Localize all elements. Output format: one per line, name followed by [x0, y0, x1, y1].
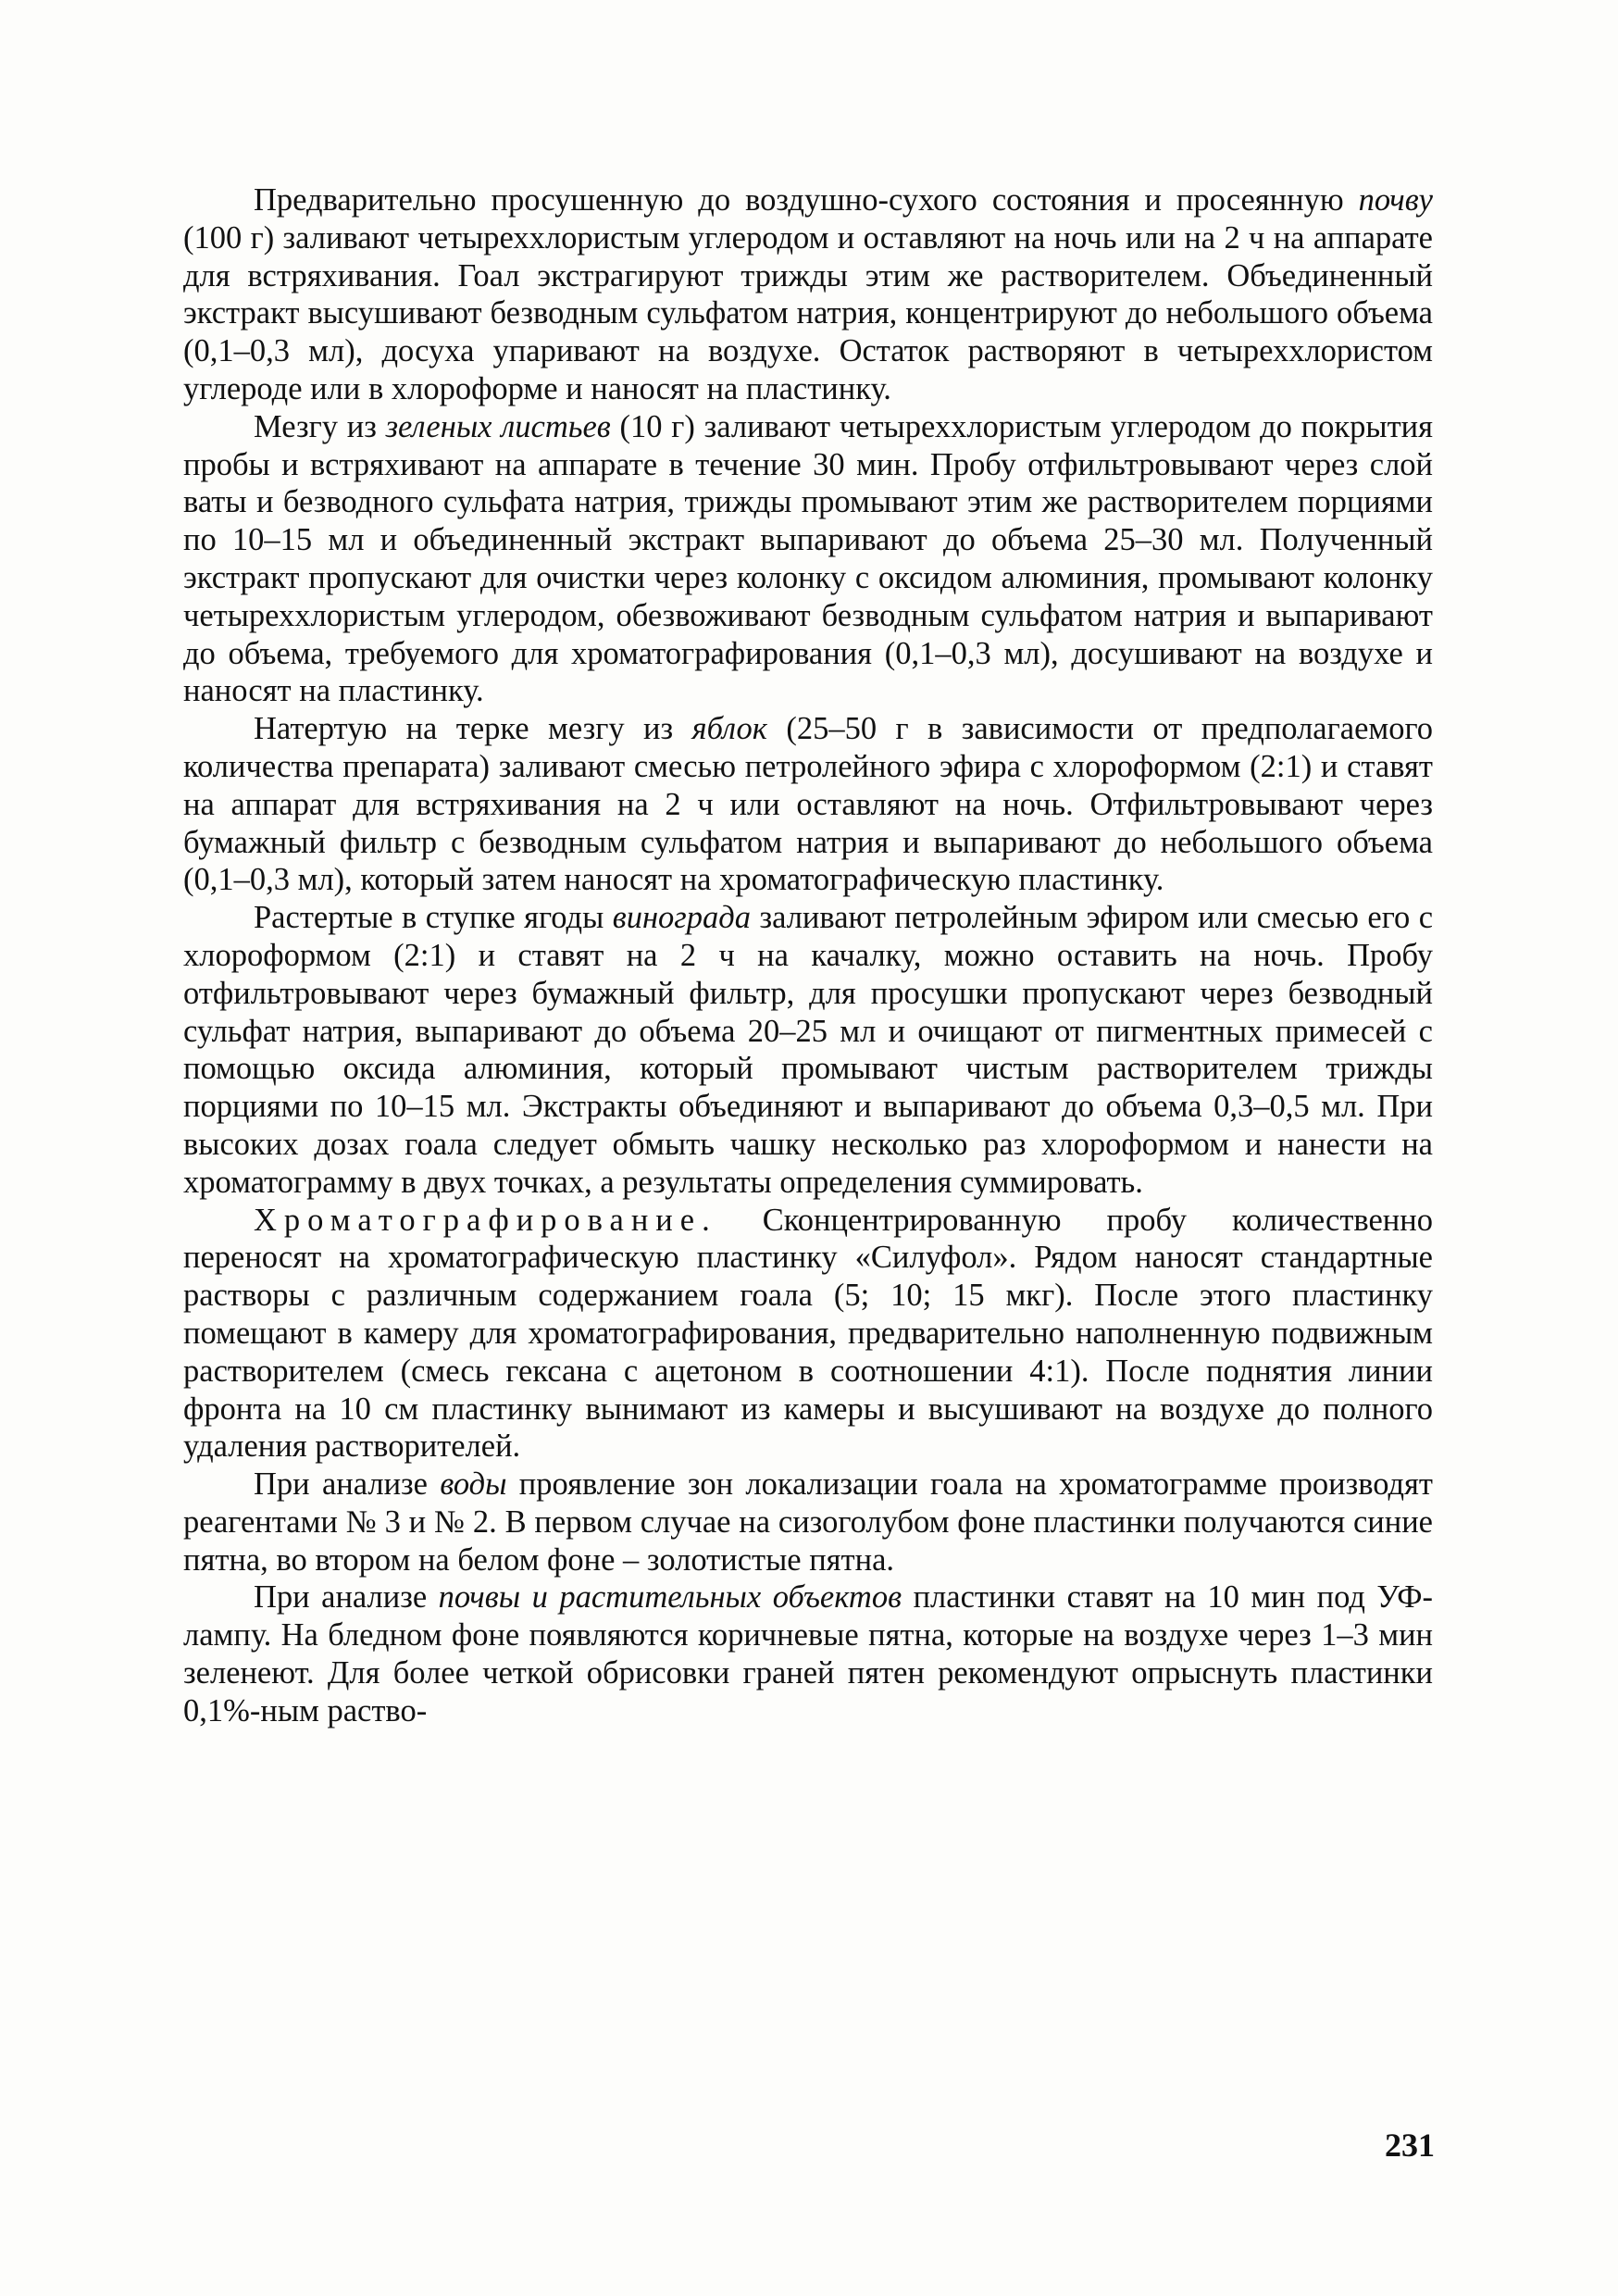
- section-heading-inline: Хроматографирование.: [254, 1202, 717, 1238]
- paragraph-green-leaves: [183, 408, 1433, 710]
- text-run: (25–50 г в зависимости от предполагаемого количества препарата) заливают смесью петролейного эфира с хлороформом (2:1) и ставят на аппарат для встряхивания на 2 ч или оставляют на ночь. Отфильтровывают через бумажный фильтр с безводным сульфатом натрия и выпаривают до небольшого объема (0,1–0,3 мл), который затем наносят на хроматографическую пластинку.: [183, 711, 1434, 898]
- text-run: пластинки ставят на 10 мин под УФ-лампу. На бледном фоне появляются коричневые пятна, которые на воздухе через 1–3 мин зеленеют. Для более четкой обрисовки граней пятен рекомендуют опрыснуть пластинки 0,1%-ным раство-: [183, 1579, 1434, 1728]
- page-number: 231: [1385, 2127, 1435, 2164]
- text-run: Сконцентрированную пробу количественно переносят на хроматографическую пластинку «Силуфол». Рядом наносят стандартные растворы с различным содержанием гоала (5; 10; 15 мкг). После этого пластинку помещают в камеру для хроматографирования, предварительно наполненную подвижным растворителем (смесь гексана с ацетоном в соотношении 4:1). После поднятия линии фронта на 10 см пластинку вынимают из камеры и высушивают на воздухе до полного удаления растворителей.: [183, 1202, 1433, 1465]
- body-text: [183, 181, 1433, 1730]
- italic-term: почву: [1358, 182, 1433, 218]
- italic-term: винограда: [612, 900, 751, 936]
- text-run: При анализе: [254, 1466, 441, 1503]
- text-run: Растертые в ступке ягоды: [254, 900, 613, 936]
- text-run: Натертую на терке мезгу из: [254, 711, 692, 747]
- italic-term: воды: [440, 1466, 507, 1503]
- paragraph-water: [183, 1466, 1433, 1578]
- italic-term: яблок: [691, 711, 767, 747]
- text-run: (100 г) заливают четыреххлористым углеродом и оставляют на ночь или на 2 ч на аппарате для встряхивания. Гоал экстрагируют трижды этим же растворителем. Объединенный экстракт высушивают безводным сульфатом натрия, концентрируют до небольшого объема (0,1–0,3 мл), досуха упаривают на воздухе. Остаток растворяют в четыреххлористом углероде или в хлороформе и наносят на пластинку.: [183, 219, 1433, 406]
- text-run: заливают петролейным эфиром или смесью его с хлороформом (2:1) и ставят на 2 ч на качалку, можно оставить на ночь. Пробу отфильтровывают через бумажный фильтр, для просушки пропускают через безводный сульфат натрия, выпаривают до объема 20–25 мл и очищают от пигментных примесей с помощью оксида алюминия, который промывают чистым растворителем трижды порциями по 10–15 мл. Экстракты объединяют и выпаривают до объема 0,3–0,5 мл. При высоких дозах гоала следует обмыть чашку несколько раз хлороформом и нанести на хроматограмму в двух точках, а результаты определения суммировать.: [183, 900, 1434, 1200]
- text-run: При анализе: [254, 1579, 439, 1616]
- text-run: проявление зон локализации гоала на хроматограмме производят реагентами № 3 и № 2. В первом случае на сизоголубом фоне пластинки получаются синие пятна, во втором на белом фоне – золотистые пятна.: [183, 1466, 1434, 1578]
- italic-term: почвы и растительных объектов: [438, 1579, 902, 1616]
- paragraph-soil-plants: [183, 1578, 1433, 1729]
- paragraph-grapes: [183, 899, 1433, 1201]
- text-run: (10 г) заливают четыреххлористым углеродом до покрытия пробы и встряхивают на аппарате в течение 30 мин. Пробу отфильтровывают через слой ваты и безводного сульфата натрия, трижды промывают этим же растворителем порциями по 10–15 мл и объединенный экстракт выпаривают до объема 25–30 мл. Полученный экстракт пропускают для очистки через колонку с оксидом алюминия, промывают колонку четыреххлористым углеродом, обезвоживают безводным сульфатом натрия и выпаривают до объема, требуемого для хроматографирования (0,1–0,3 мл), досушивают на воздухе и наносят на пластинку.: [183, 408, 1433, 709]
- text-run: Предварительно просушенную до воздушно-сухого состояния и просеянную: [254, 182, 1359, 218]
- paragraph-soil: [183, 181, 1433, 408]
- italic-term: зеленых листьев: [385, 408, 611, 444]
- paragraph-chromatography: [183, 1202, 1433, 1466]
- text-run: Мезгу из: [254, 408, 386, 444]
- paragraph-apples: [183, 710, 1433, 899]
